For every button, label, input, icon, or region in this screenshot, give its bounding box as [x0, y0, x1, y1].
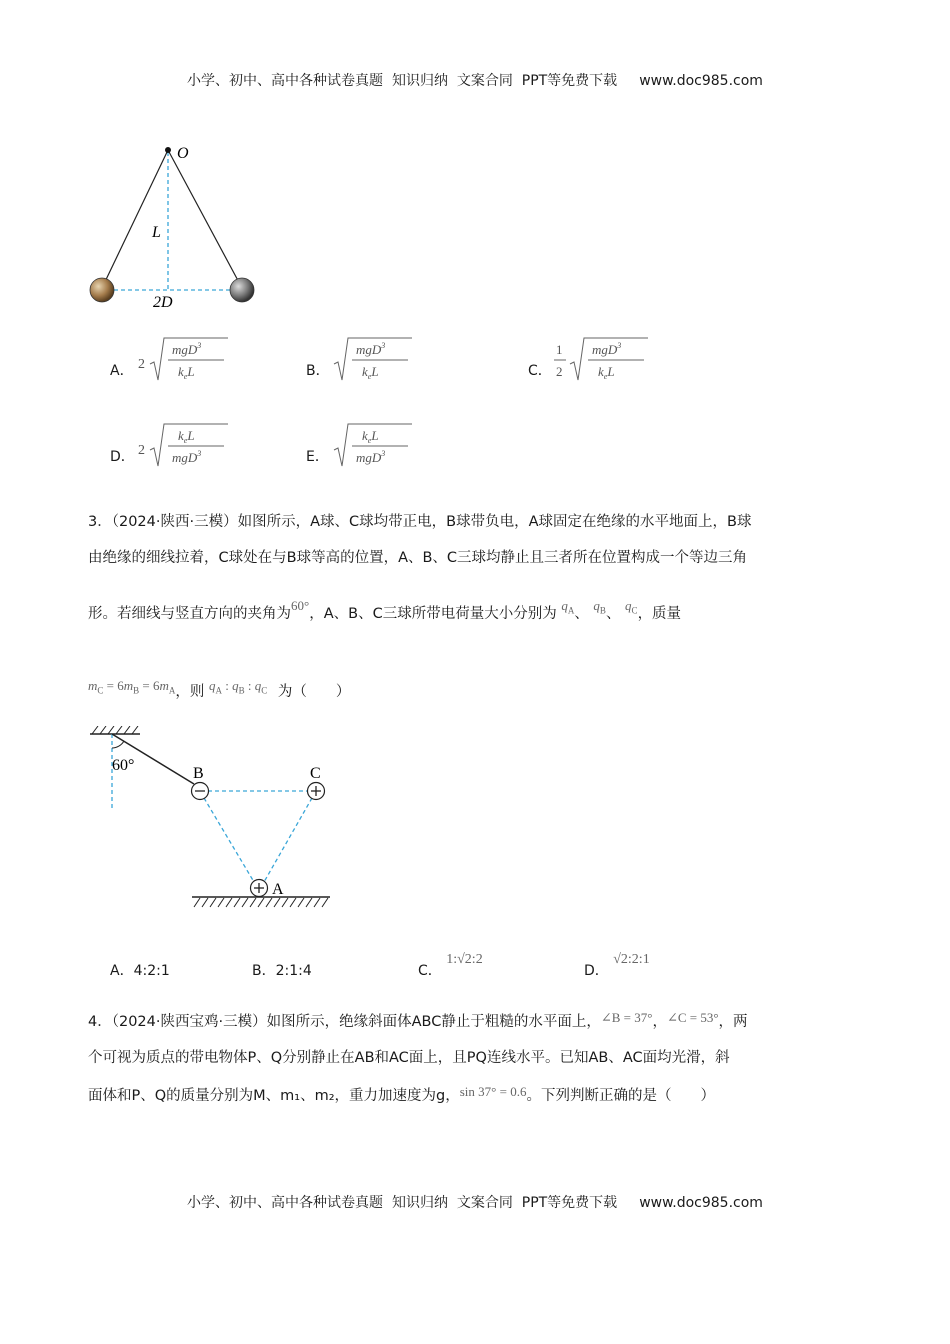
svg-text:mgD3: mgD$^3$	[356, 341, 386, 357]
formula-e	[330, 422, 414, 470]
formula-a	[138, 336, 228, 384]
footer-text: 小学、初中、高中各种试卷真题 知识归纳 文案合同 PPT等免费下载	[187, 1195, 618, 1211]
q4-line2: 个可视为质点的带电物体P、Q分别静止在AB和AC面上，且PQ连线水平。已知AB、AC面均光滑，斜	[88, 1050, 730, 1066]
right-ball	[230, 278, 254, 302]
header-text: 小学、初中、高中各种试卷真题 知识归纳 文案合同 PPT等免费下载	[187, 73, 618, 89]
svg-text:1: 1	[556, 342, 563, 357]
q4-line3: 面体和P、Q的质量分别为M、m₁、m₂，重力加速度为g，sin 37° = 0.6。下列判断正确的是（ ）	[88, 1084, 715, 1104]
q4-line1: 4．（2024·陕西宝鸡·三模）如图所示，绝缘斜面体ABC静止于粗糙的水平面上，∠B = 37°，∠C = 53°，两	[88, 1010, 748, 1030]
svg-text:mgD3: mgD$^3$	[356, 449, 386, 465]
left-ball	[90, 278, 114, 302]
svg-text:2: 2	[556, 364, 563, 379]
q3-option-b[interactable]: B．2:1:4	[252, 963, 312, 979]
label-c: C	[310, 765, 321, 782]
q3-line2: 由绝缘的细线拉着，C球处在与B球等高的位置，A、B、C三球均静止且三者所在位置构成一个等边三角	[88, 550, 748, 566]
q3-option-a[interactable]: A．4:2:1	[110, 963, 170, 979]
svg-text:keL: $k_eL$	[178, 428, 195, 445]
page-header	[0, 70, 950, 90]
svg-text:keL: $k_eL$	[178, 364, 195, 381]
q3-line1: 3．（2024·陕西·三模）如图所示，A球、C球均带正电，B球带负电，A球固定在绝缘的水平地面上，B球	[88, 514, 752, 530]
label-b: B	[193, 765, 204, 782]
figure-charges	[84, 726, 344, 916]
label-o: O	[177, 145, 189, 162]
q3-line3: 形。若细线与竖直方向的夹角为60°，A、B、C三球所带电荷量大小分别为 $q_A$、 $q_B$、 $q_C$，质量	[88, 598, 682, 622]
svg-text:keL: $k_eL$	[362, 364, 379, 381]
svg-text:keL: $k_eL$	[362, 428, 379, 445]
pivot-point	[165, 147, 171, 153]
formula-d	[138, 422, 228, 470]
label-l: L	[152, 224, 161, 241]
svg-text:mgD3: mgD$^3$	[172, 341, 202, 357]
formula-b	[330, 336, 414, 384]
angle-label: 60°	[112, 757, 135, 774]
figure-pendulum	[80, 140, 280, 315]
q3-option-d[interactable]: D． √2:2:1	[584, 952, 650, 979]
q3-line4: $m_C = 6m_B = 6m_A$，则 $q_A$ : $q_B$ : $q_C$ 为（ ）	[88, 678, 351, 700]
svg-text:2: 2	[138, 357, 145, 372]
q3-option-c[interactable]: C． 1:√2:2	[418, 952, 483, 979]
formula-c	[552, 336, 652, 384]
header-site: www.doc985.com	[639, 73, 763, 89]
svg-text:mgD3: mgD$^3$	[172, 449, 202, 465]
label-2d: 2D	[153, 294, 173, 311]
label-a: A	[272, 881, 284, 898]
svg-text:2: 2	[138, 443, 145, 458]
footer-site: www.doc985.com	[639, 1195, 763, 1211]
page-footer	[0, 1192, 950, 1212]
svg-text:mgD3: mgD$^3$	[592, 341, 622, 357]
svg-text:keL: $k_eL$	[598, 364, 615, 381]
